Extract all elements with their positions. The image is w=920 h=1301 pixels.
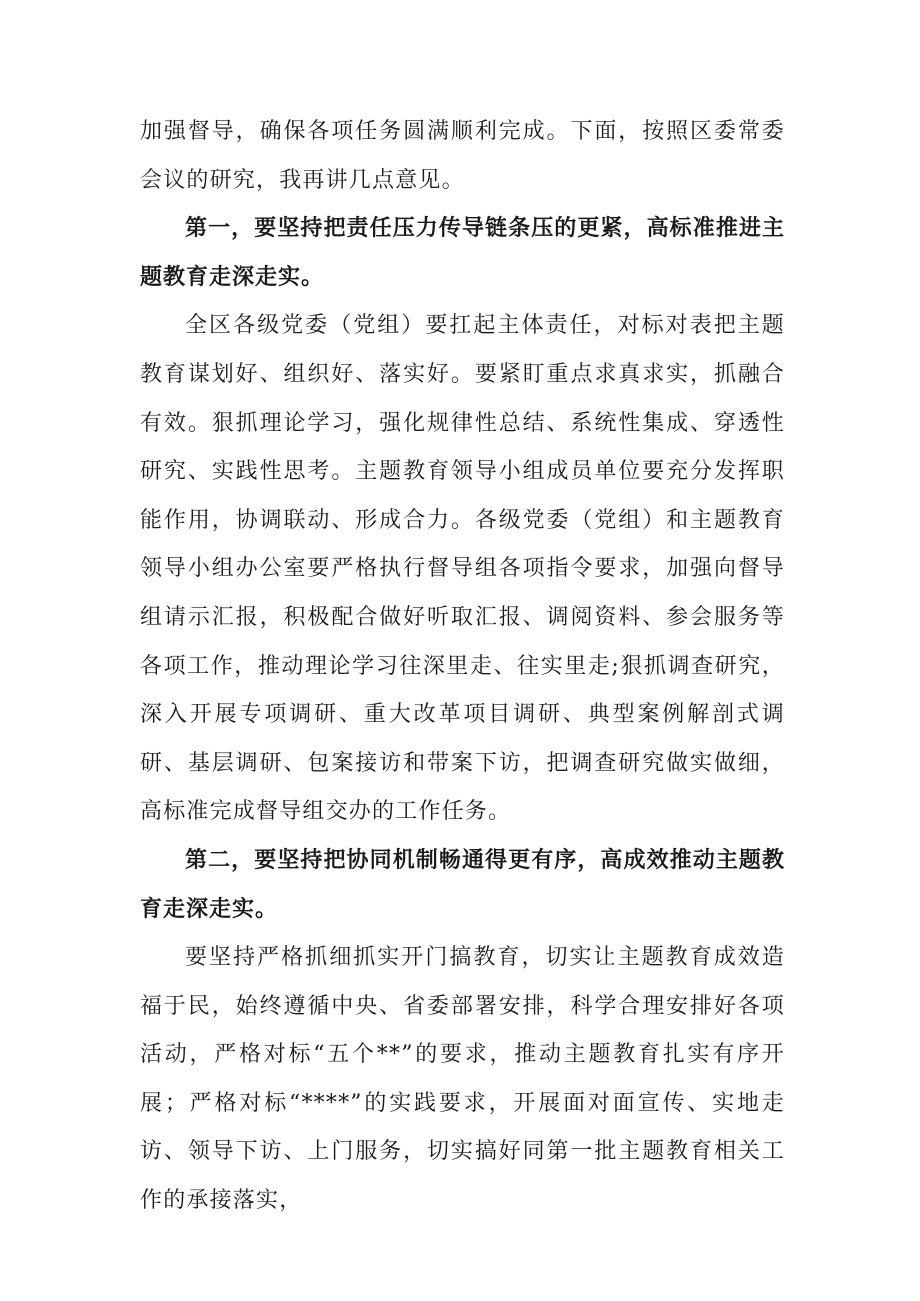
paragraph-body-first: 全区各级党委（党组）要扛起主体责任，对标对表把主题教育谋划好、组织好、落实好。要紧盯重点求真求实，抓融合有效。狠抓理论学习，强化规律性总结、系统性集成、穿透性研究、实践性思考。主题教育领导小组成员单位要充分发挥职能作用，协调联动、形成合力。各级党委（党组）和主题教育领导小组办公室要严格执行督导组各项指令要求，加强向督导组请示汇报，积极配合做好听取汇报、调阅资料、参会服务等各项工作，推动理论学习往深里走、往实里走;狠抓调查研究，深入开展专项调研、重大改革项目调研、典型案例解剖式调研、基层调研、包案接访和带案下访，把调查研究做实做细，高标准完成督导组交办的工作任务。 [140, 313, 785, 825]
paragraph-continuation: 加强督导，确保各项任务圆满顺利完成。下面，按照区委常委会议的研究，我再讲几点意见。 [140, 119, 785, 193]
section-heading-first: 第一，要坚持把责任压力传导链条压的更紧，高标准推进主题教育走深走实。 [140, 216, 785, 290]
document-page [140, 108, 785, 1226]
section-heading-second: 第二，要坚持把协同机制畅通得更有序，高成效推动主题教育走深走实。 [140, 847, 785, 922]
paragraph-body-second: 要坚持严格抓细抓实开门搞教育，切实让主题教育成效造福于民，始终遵循中央、省委部署安排，科学合理安排好各项活动，严格对标“五个**”的要求，推动主题教育扎实有序开展；严格对标“****”的实践要求，开展面对面宣传、实地走访、领导下访、上门服务，切实搞好同第一批主题教育相关工作的承接落实， [140, 945, 785, 1214]
